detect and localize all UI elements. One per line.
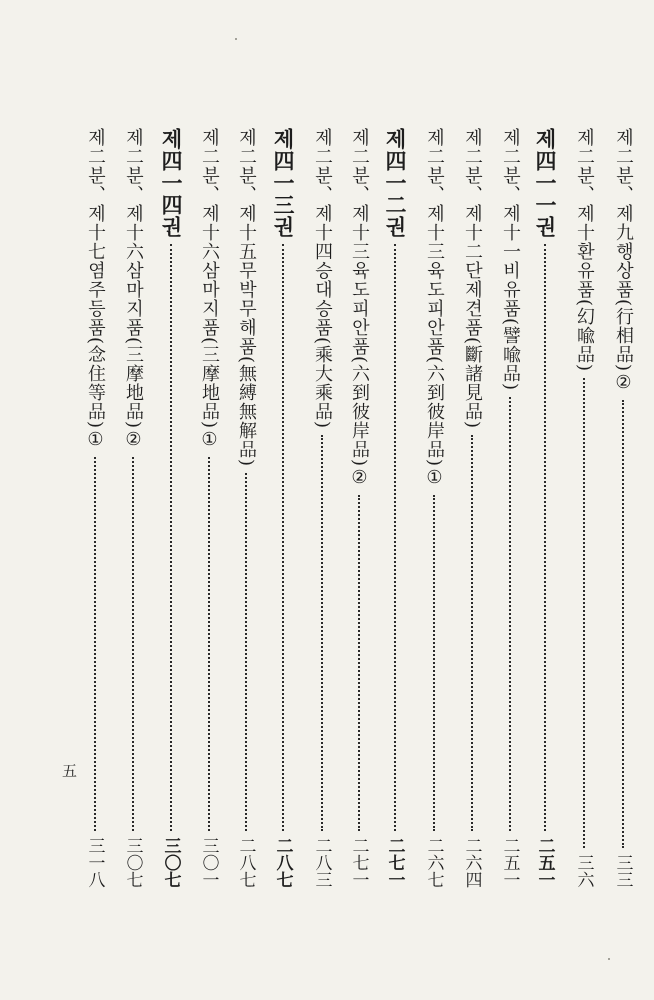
volume-title: 제四一四권 [159, 128, 184, 238]
dot-leader [544, 244, 546, 831]
toc-entry[interactable] [421, 128, 447, 888]
chapter-title: 염주등품(念住等品)① [85, 261, 106, 452]
chapter-number: 제十 [574, 204, 595, 242]
part-label: 제二분、 [613, 128, 634, 204]
page-number: 三六 [573, 854, 594, 888]
paper-speck [608, 958, 610, 960]
dot-leader [245, 473, 247, 831]
chapter-title: 삼마지품(三摩地品)② [123, 261, 144, 452]
part-label: 제二분、 [424, 128, 445, 204]
dot-leader [358, 495, 360, 831]
page-number: 二七一 [384, 837, 405, 888]
toc-entry[interactable] [346, 128, 372, 888]
volume-title: 제四一一권 [533, 128, 558, 238]
chapter-title: 비유품(譬喩品) [500, 261, 521, 392]
dot-leader [282, 244, 284, 831]
dot-leader [321, 435, 323, 831]
dot-leader [170, 244, 172, 831]
chapter-number: 제十六 [199, 204, 220, 261]
chapter-number: 제十七 [85, 204, 106, 261]
page-number: 二八七 [272, 837, 293, 888]
chapter-number: 제十三 [424, 204, 445, 261]
page-number: 二八三 [311, 837, 332, 888]
dot-leader [471, 435, 473, 831]
volume-title: 제四一二권 [383, 128, 408, 238]
chapter-title: 환유품(幻喩品) [574, 242, 595, 373]
chapter-title: 승대승품(乘大乘品) [312, 261, 333, 430]
part-label: 제二분、 [123, 128, 144, 204]
page-folio: 五 [62, 762, 78, 780]
toc-entry[interactable] [196, 128, 222, 888]
part-label: 제二분、 [462, 128, 483, 204]
dot-leader [583, 378, 585, 848]
chapter-title: 삼마지품(三摩地品)① [199, 261, 220, 452]
part-label: 제二분、 [574, 128, 595, 204]
volume-heading[interactable] [530, 128, 560, 888]
page-number: 三〇一 [198, 837, 219, 888]
page-number: 二五一 [499, 837, 520, 888]
chapter-title: 행상품(行相品)② [613, 242, 634, 395]
toc-entry[interactable] [610, 128, 636, 888]
toc-entry[interactable] [309, 128, 335, 888]
chapter-title: 육도피안품(六到彼岸品)① [424, 261, 445, 490]
page-number: 二八七 [235, 837, 256, 888]
part-label: 제二분、 [349, 128, 370, 204]
page-number: 二七一 [348, 837, 369, 888]
dot-leader [208, 457, 210, 831]
chapter-title: 육도피안품(六到彼岸品)② [349, 261, 370, 490]
part-label: 제二분、 [312, 128, 333, 204]
page-number: 二六七 [423, 837, 444, 888]
volume-heading[interactable] [268, 128, 298, 888]
paper-speck [235, 38, 237, 40]
part-label: 제二분、 [85, 128, 106, 204]
chapter-title: 단제견품(斷諸見品) [462, 261, 483, 430]
dot-leader [622, 400, 624, 848]
toc-entry[interactable] [497, 128, 523, 888]
page-number: 三一八 [84, 837, 105, 888]
part-label: 제二분、 [236, 128, 257, 204]
chapter-number: 제十四 [312, 204, 333, 261]
dot-leader [132, 457, 134, 831]
volume-heading[interactable] [156, 128, 186, 888]
page-number: 二五一 [534, 837, 555, 888]
chapter-number: 제十二 [462, 204, 483, 261]
part-label: 제二분、 [199, 128, 220, 204]
chapter-number: 제十五 [236, 204, 257, 261]
toc-entry[interactable] [459, 128, 485, 888]
part-label: 제二분、 [500, 128, 521, 204]
toc-entry[interactable] [120, 128, 146, 888]
toc-entry[interactable] [82, 128, 108, 888]
chapter-number: 제十六 [123, 204, 144, 261]
dot-leader [509, 397, 511, 831]
chapter-number: 제十一 [500, 204, 521, 261]
page-number: 三三 [612, 854, 633, 888]
dot-leader [433, 495, 435, 831]
chapter-number: 제十三 [349, 204, 370, 261]
page-number: 三〇七 [160, 837, 181, 888]
toc-entry[interactable] [571, 128, 597, 888]
chapter-number: 제九 [613, 204, 634, 242]
volume-heading[interactable] [380, 128, 410, 888]
volume-title: 제四一三권 [271, 128, 296, 238]
dot-leader [94, 457, 96, 831]
page-number: 三〇七 [122, 837, 143, 888]
chapter-title: 무박무해품(無縛無解品) [236, 261, 257, 468]
toc-entry[interactable] [233, 128, 259, 888]
dot-leader [394, 244, 396, 831]
page-number: 二六四 [461, 837, 482, 888]
